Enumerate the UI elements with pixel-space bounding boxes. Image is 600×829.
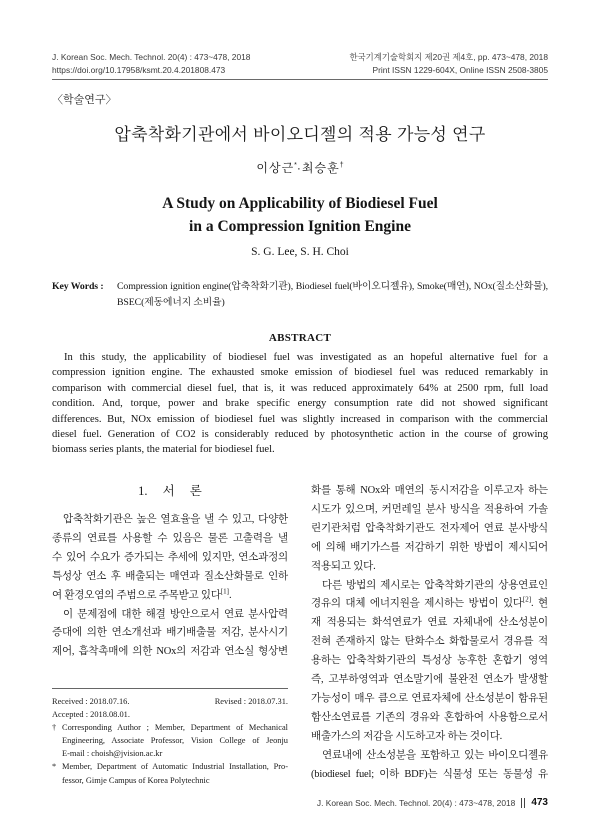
body-line: 이 문제점에 대한 해결 방안으로서 연료 분사압력	[63, 608, 288, 620]
corresponding-author-note	[52, 721, 288, 760]
footnote-line: fessor, Gimje Campus of Korea Polytechnic	[62, 775, 210, 785]
page-number: 473	[531, 797, 548, 808]
received-date: Received : 2018.07.16.	[52, 697, 130, 706]
body-line: 함산소연료를 기존의 경유와 혼합하여 사용함으로서	[311, 711, 548, 723]
accepted-date: Accepted : 2018.08.01.	[52, 710, 130, 720]
body-column-right	[311, 482, 548, 785]
journal-citation-en: J. Korean Soc. Mech. Technol. 20(4) : 473~478, 2018	[52, 52, 251, 62]
keywords-line: BSEC(제동에너지 소비율)	[117, 297, 225, 308]
article-category: 〈학술연구〉	[52, 94, 117, 106]
paragraph	[311, 482, 548, 577]
footnote-text	[62, 760, 288, 786]
author-name: 이상근	[256, 161, 295, 175]
body-line: 연료내에 산소성분을 포함하고 있는 바이오디젤유	[322, 749, 548, 761]
body-line-text: 여 환경오염의 주범으로 주목받고 있다	[52, 589, 221, 601]
body-line: (biodiesel fuel; 이하 BDF)는 식물성 또는 동물성 유	[311, 768, 548, 780]
abstract-line: differences. But, NOx emission of biodiesel fuel was slightly increased in comparison with the commercial	[52, 413, 548, 425]
doi-text: https://doi.org/10.17958/ksmt.20.4.201808.473	[52, 65, 226, 75]
footnote-line: Engineering, Associate Professor, Vision College of Jeonju	[62, 736, 288, 746]
title-korean: 압축착화기관에서 바이오디젤의 적용 가능성 연구	[114, 125, 486, 144]
accepted-row	[52, 708, 288, 721]
body-line: 수 있어 수요가 증가되는 추세에 있지만, 연소과정의	[52, 551, 288, 563]
footnote-line: Corresponding Author ; Member, Department of Mechanical	[62, 723, 288, 733]
body-line-text: .	[228, 589, 232, 601]
body-line: 시도가 있으며, 커먼레일 분사 방식을 적용하여 가솔	[311, 503, 548, 515]
body-line: 화를 통해 NOx와 매연의 동시저감을 이루고자 하는	[311, 485, 548, 496]
author-name: 최승훈	[301, 161, 340, 175]
journal-citation-ko: 한국기계기술학회지 제20권 제4호, pp. 473~478, 2018	[349, 52, 548, 62]
body-line: 다른 방법의 제시로는 압축착화기관의 상용연료인	[322, 579, 548, 591]
body-line: 적용되고 있다.	[311, 560, 376, 572]
page-footer	[317, 796, 548, 810]
author-separator: ·	[296, 161, 302, 175]
body-line: 린기관처럼 압축착화기관도 전자제어 연료 분사방식	[311, 522, 548, 534]
author-mark: *	[294, 162, 297, 169]
body-line: 에 의해 배기가스를 저감하기 위한 방법이 제시되어	[311, 541, 548, 553]
paragraph	[52, 511, 288, 606]
paragraph	[311, 747, 548, 785]
body-line: 즉, 고부하영역과 연소말기에 불완전 연소가 발생할	[311, 674, 548, 686]
author-mark: †	[339, 162, 344, 169]
abstract-line: In this study, the applicability of biodiesel fuel was investigated as an hopeful alternative fuel for a	[64, 352, 548, 363]
body-line-text: . 현	[531, 598, 549, 610]
abstract-line: diesel fuel. Generation of CO2 is considerably reduced by photosynthetic action in the course of growing	[52, 429, 548, 441]
revised-date: Revised : 2018.07.31.	[214, 697, 288, 706]
header-left	[52, 51, 250, 77]
body-column-left	[52, 511, 288, 662]
authors-english: S. G. Lee, S. H. Choi	[251, 246, 349, 258]
authors-korean	[0, 160, 600, 176]
asterisk-mark: *	[52, 762, 57, 772]
paragraph	[311, 577, 548, 747]
issn-text: Print ISSN 1229-604X, Online ISSN 2508-3805	[372, 65, 548, 75]
body-line: 증대에 의한 연소개선과 배기배출물 저감, 분사시기	[52, 627, 288, 639]
header-right	[349, 51, 548, 77]
body-line: 가능성이 매우 큼으로 연료자체에 산소성분이 함유된	[311, 692, 548, 704]
footnote-rule	[52, 688, 288, 689]
body-line: 제어, 흡착촉매에 의한 NOx의 저감과 연소실 형상변	[52, 646, 288, 658]
dates-row	[52, 695, 288, 708]
footnote-line: Member, Department of Automatic Industrial Installation, Pro-	[62, 762, 288, 772]
body-line: 압축착화기관은 높은 열효율을 낼 수 있고, 다양한	[63, 514, 288, 525]
abstract-line: comparison with commercial diesel fuel, that is, it was reduced approximately 64% at 2500 rpm, full load	[52, 382, 548, 394]
abstract-line: compression ignition engine. The exhausted smoke emission of biodiesel fuel was reduced remarkably in	[52, 367, 548, 379]
title-english-line: in a Compression Ignition Engine	[189, 218, 411, 235]
abstract-body	[52, 350, 548, 458]
body-line-text: 경유의 대체 에너지원을 제시하는 방법이 있다	[311, 598, 523, 610]
abstract-line: biomass series plants, the material for biodiesel fuel.	[52, 444, 275, 456]
section-heading: 1. 서 론	[138, 484, 202, 498]
keywords-line: Compression ignition engine(압축착화기관), Biodiesel fuel(바이오디젤유), Smoke(매연), NOx(질소산화물),	[117, 281, 548, 292]
body-line: 종류의 연료를 사용할 수 있음은 물론 고출력을 낼	[52, 532, 288, 544]
citation-ref: [2]	[522, 595, 532, 604]
body-line	[52, 587, 288, 606]
body-line: 재 적용되는 화석연료가 연료 자체내에 산소성분이	[311, 617, 548, 629]
abstract-heading: ABSTRACT	[268, 332, 332, 344]
body-line	[311, 595, 548, 614]
keywords	[52, 279, 548, 311]
body-line: 배출가스의 저감을 시도하고자 하는 것이다.	[311, 730, 503, 742]
body-line: 전혀 존재하지 않는 탄화수소 화합물로서 경유를 적	[311, 636, 548, 648]
keywords-list	[117, 279, 548, 311]
dagger-mark: †	[52, 723, 57, 733]
body-line: 용하는 압축착화기관의 특성상 농후한 혼합기 영역	[311, 655, 548, 667]
header-rule	[52, 79, 548, 80]
title-english-line: A Study on Applicability of Biodiesel Fuel	[162, 195, 438, 212]
abstract-line: condition. And, torque, power and brake specific energy consumption rate did not showed significant	[52, 398, 548, 410]
keywords-label: Key Words :	[52, 281, 104, 292]
footer-divider	[521, 798, 525, 808]
email-text: E-mail : choish@jvision.ac.kr	[62, 749, 163, 759]
paragraph	[52, 606, 288, 663]
footnote-text	[62, 721, 288, 760]
citation-ref: [1]	[220, 587, 229, 596]
title-english	[0, 192, 600, 238]
footer-citation: J. Korean Soc. Mech. Technol. 20(4) : 473~478, 2018	[316, 798, 516, 808]
member-note	[52, 760, 288, 786]
body-line: 특성상 연소 후 배출되는 매연과 질소산화물로 인하	[52, 570, 288, 582]
footnotes	[52, 695, 288, 787]
